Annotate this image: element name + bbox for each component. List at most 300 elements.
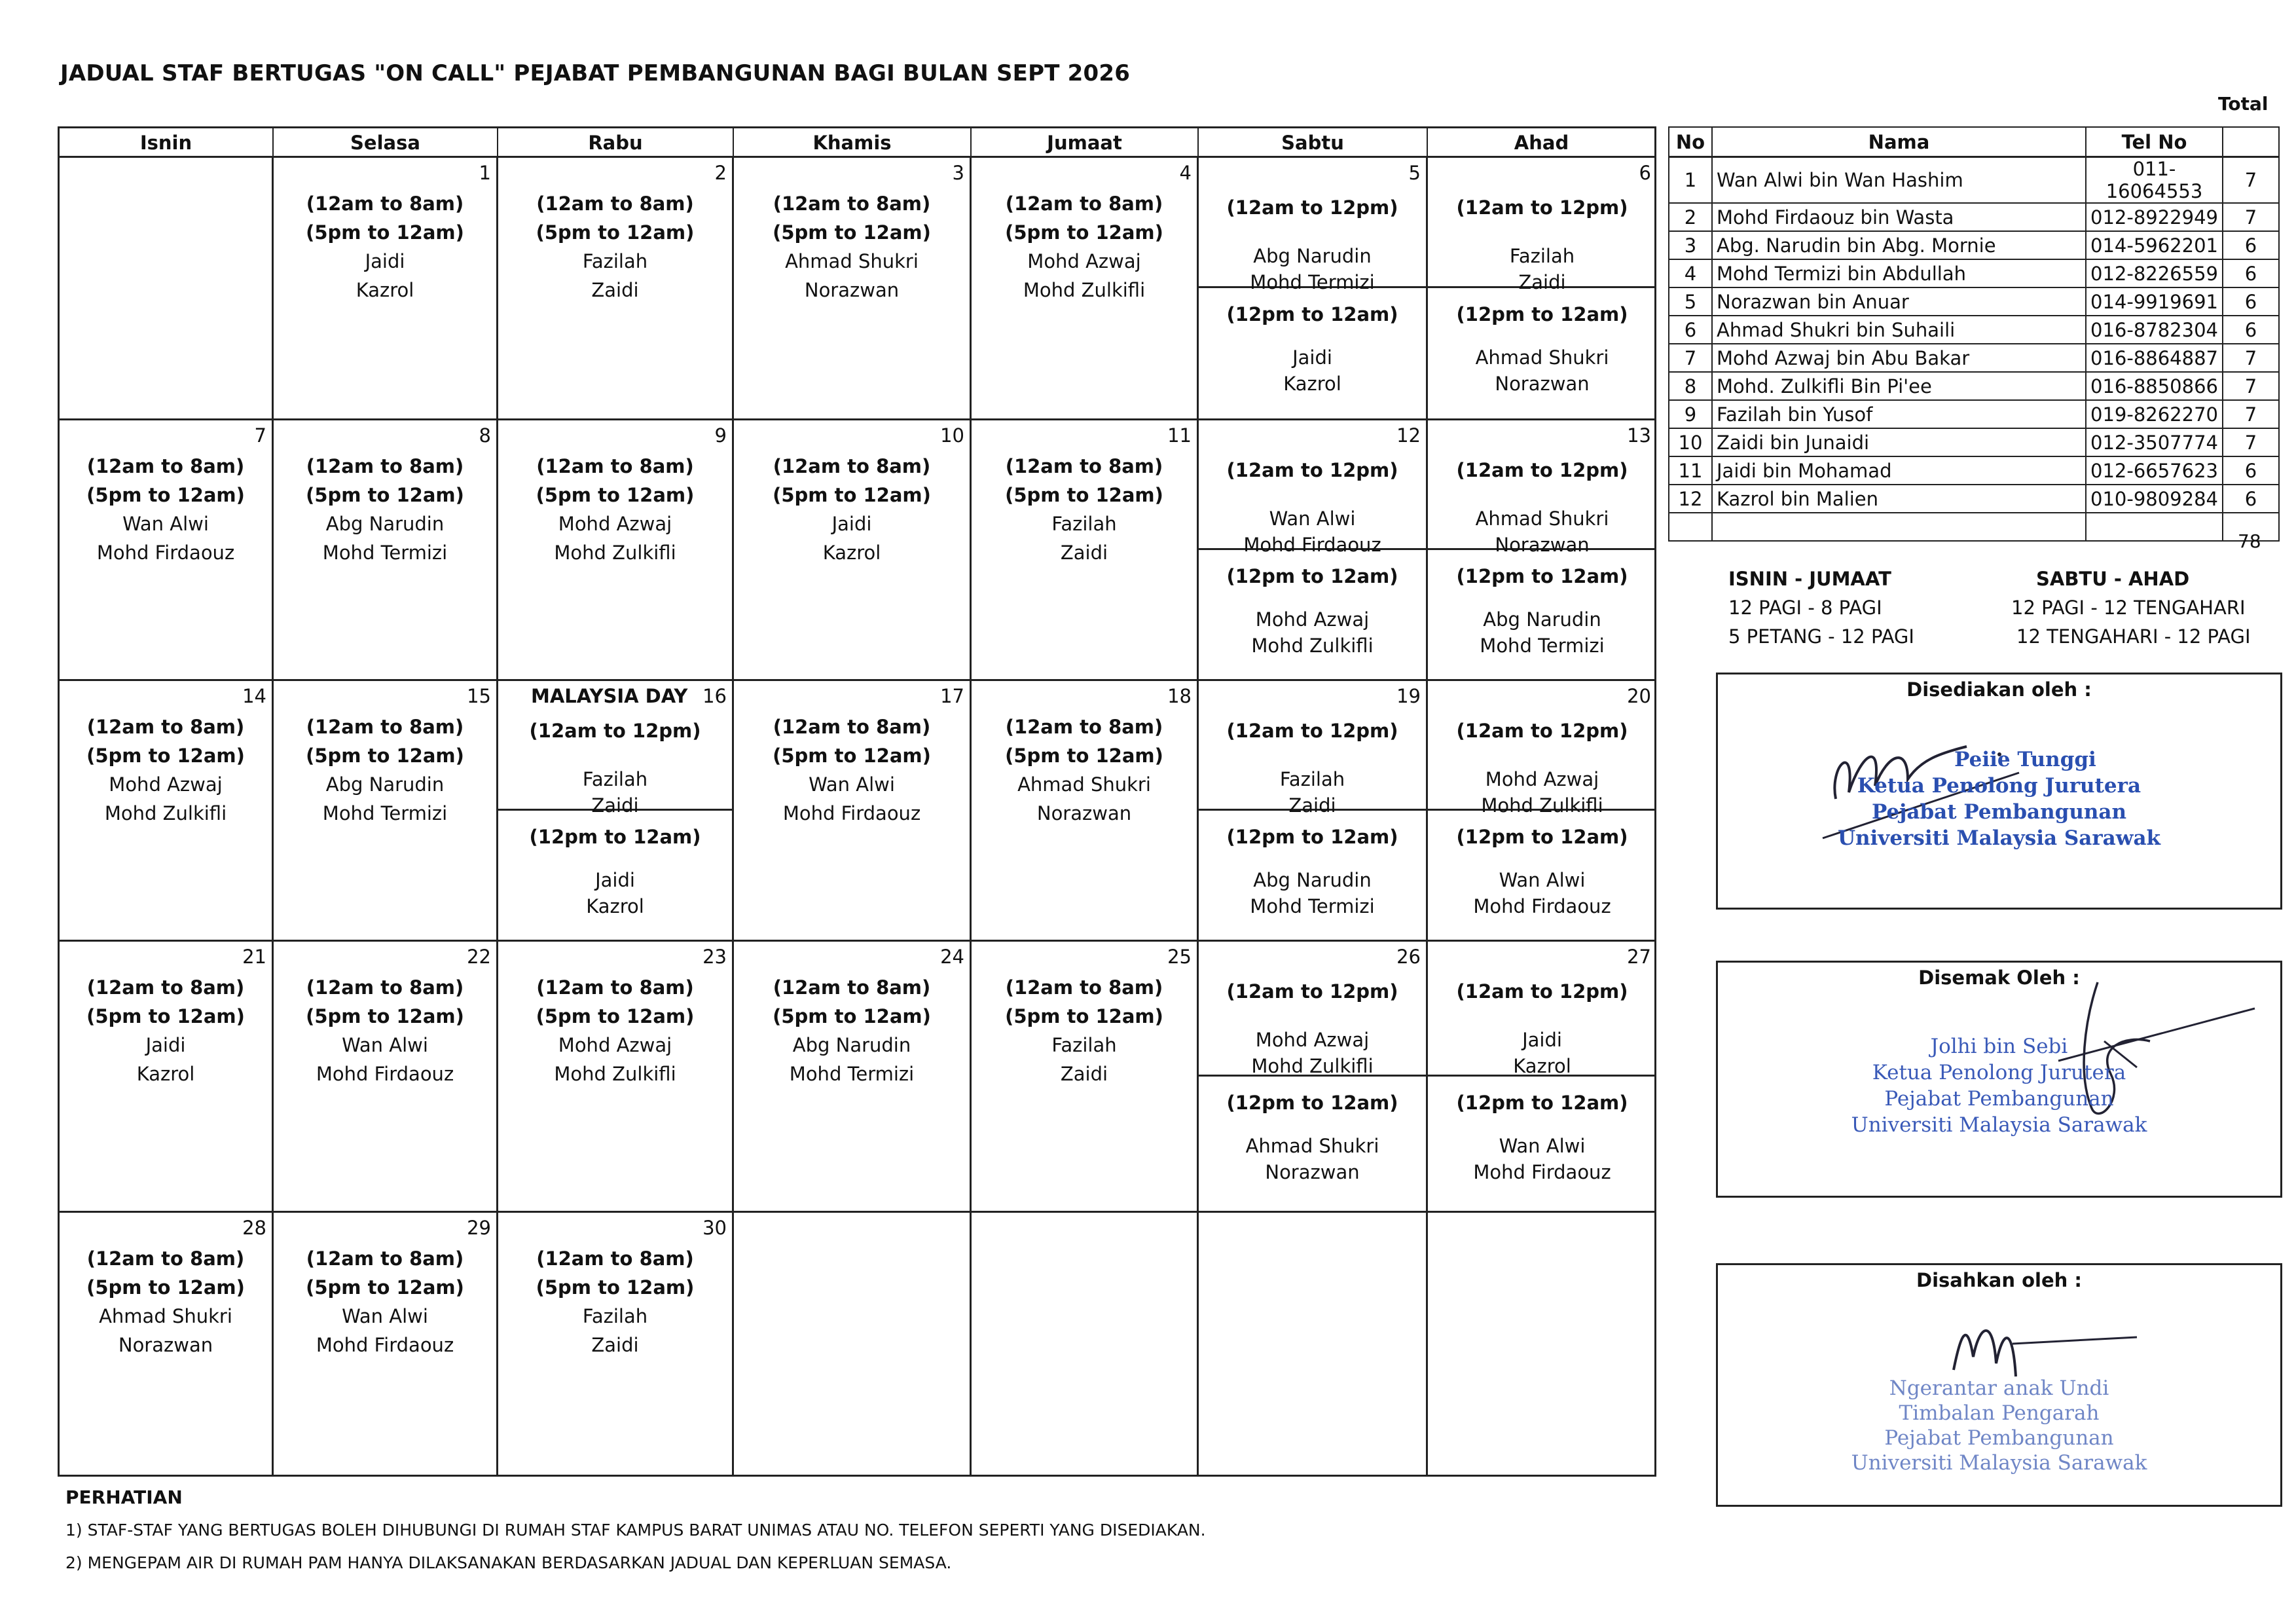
- shift-time: (12am to 8am): [536, 193, 694, 215]
- staff-full-name: Mohd Termizi bin Abdullah: [1712, 259, 2086, 287]
- shift-time: (12am to 8am): [306, 976, 464, 999]
- staff-name: Zaidi: [1060, 542, 1108, 564]
- staff-name: Jaidi: [595, 868, 635, 891]
- staff-contact-table: [1668, 126, 2280, 542]
- staff-name: Mohd Firdaouz: [1473, 1160, 1611, 1183]
- staff-no: 5: [1669, 287, 1712, 316]
- approved-by-university: Universiti Malaysia Sarawak: [1851, 1451, 2147, 1475]
- day-number: 28: [242, 1217, 266, 1239]
- checked-by-name: Jolhi bin Sebi: [1930, 1035, 2068, 1058]
- staff-names: [1199, 606, 1426, 659]
- day-number: 29: [467, 1217, 491, 1239]
- staff-full-name: Norazwan bin Anuar: [1712, 287, 2086, 316]
- staff-name: Mohd Azwaj: [109, 773, 223, 796]
- shift-time: (5pm to 12am): [536, 1276, 695, 1299]
- day-number: 26: [1396, 946, 1421, 968]
- staff-name: Fazilah: [1051, 1034, 1117, 1056]
- staff-name: Fazilah: [582, 768, 648, 790]
- staff-name: Jaidi: [365, 250, 405, 272]
- weekday-shift-block: [734, 452, 970, 567]
- legend-weekend-line2: 12 TENGAHARI - 12 PAGI: [2016, 625, 2251, 648]
- staff-name: Mohd Firdaouz: [96, 542, 235, 564]
- shift-time: (12am to 8am): [306, 1247, 464, 1270]
- shift-time: (12am to 8am): [536, 976, 694, 999]
- shift-time: (12pm to 12am): [1456, 825, 1628, 848]
- shift-time: (12am to 8am): [773, 976, 931, 999]
- staff-name: Zaidi: [591, 279, 639, 301]
- weekday-shift-block: [60, 712, 272, 828]
- staff-row-blank: [1669, 513, 2279, 541]
- staff-row: [1669, 344, 2279, 372]
- weekday-shift-block: [60, 973, 272, 1088]
- day-number: 27: [1627, 946, 1651, 968]
- staff-row: [1669, 231, 2279, 259]
- weekday-shift-block: [734, 189, 970, 304]
- shift-time: (5pm to 12am): [536, 221, 695, 244]
- checked-by-university: Universiti Malaysia Sarawak: [1851, 1113, 2147, 1137]
- day-number: 19: [1396, 685, 1421, 707]
- shift-time: (12am to 12pm): [1226, 720, 1398, 742]
- staff-no: 11: [1669, 456, 1712, 485]
- empty-day-cell: [60, 158, 274, 420]
- notes-section: [65, 1481, 1206, 1579]
- staff-no: 6: [1669, 316, 1712, 344]
- day-cell-8: [274, 420, 498, 681]
- day-cell-18: [972, 681, 1199, 942]
- staff-name: Mohd Azwaj: [1255, 608, 1370, 631]
- staff-name: Kazrol: [355, 279, 414, 301]
- staff-phone: 016-8782304: [2086, 316, 2223, 344]
- shift-time: (12am to 8am): [306, 193, 464, 215]
- shift-time: (12am to 8am): [1005, 716, 1163, 738]
- day-number: 10: [940, 424, 964, 447]
- staff-total: 6: [2223, 316, 2279, 344]
- weekday-shift-block: [274, 973, 496, 1088]
- staff-name: Abg Narudin: [1253, 868, 1372, 891]
- staff-row: [1669, 259, 2279, 287]
- staff-name: Wan Alwi: [122, 513, 209, 535]
- staff-full-name: Mohd Azwaj bin Abu Bakar: [1712, 344, 2086, 372]
- staff-phone: 014-5962201: [2086, 231, 2223, 259]
- staff-no: 2: [1669, 203, 1712, 231]
- staff-no: 4: [1669, 259, 1712, 287]
- shift-time: (12am to 12pm): [1456, 720, 1628, 742]
- shift-time: (12pm to 12am): [1226, 303, 1398, 325]
- shift-time: (12am to 12pm): [529, 720, 701, 742]
- staff-names: [1199, 1027, 1426, 1079]
- staff-no: 10: [1669, 428, 1712, 456]
- shift-time: (12am to 8am): [1005, 455, 1163, 477]
- day-cell-19: [1199, 681, 1428, 942]
- shift-time: (12am to 8am): [773, 193, 931, 215]
- staff-name: Mohd Firdaouz: [316, 1063, 454, 1085]
- staff-name: Abg Narudin: [792, 1034, 911, 1056]
- day-cell-22: [274, 942, 498, 1213]
- staff-name: Ahmad Shukri: [785, 250, 919, 272]
- total-column-label: Total: [2218, 93, 2269, 115]
- staff-name: Jaidi: [1522, 1029, 1562, 1051]
- staff-name: Jaidi: [831, 513, 872, 535]
- shift-time: (12pm to 12am): [529, 825, 701, 848]
- day-cell-24: [734, 942, 972, 1213]
- day-number: 14: [242, 685, 266, 707]
- note-1: 1) STAF-STAF YANG BERTUGAS BOLEH DIHUBUNGI DI RUMAH STAF KAMPUS BARAT UNIMAS ATAU NO. TELEFON SEPERTI YANG DISEDIAKAN.: [65, 1521, 1206, 1540]
- day-number: 2: [714, 162, 727, 184]
- second-half-shift: [1428, 288, 1656, 418]
- empty-day-cell: [734, 1213, 972, 1477]
- shift-time: (5pm to 12am): [86, 745, 245, 767]
- day-number: 11: [1167, 424, 1192, 447]
- weekday-shift-block: [972, 712, 1197, 828]
- staff-name: Wan Alwi: [1269, 507, 1356, 530]
- header-no: No: [1669, 127, 1712, 157]
- weekday-shift-block: [734, 973, 970, 1088]
- staff-full-name: Kazrol bin Malien: [1712, 485, 2086, 513]
- staff-names: [1428, 606, 1656, 659]
- staff-row: [1669, 485, 2279, 513]
- blank-cell: [1669, 513, 1712, 541]
- second-half-shift: [498, 811, 732, 940]
- weekday-shift-block: [274, 712, 496, 828]
- staff-name: Ahmad Shukri: [1475, 346, 1609, 369]
- blank-cell: [1712, 513, 2086, 541]
- staff-name: Kazrol: [822, 542, 881, 564]
- first-half-shift: [498, 681, 732, 817]
- staff-names: [498, 867, 732, 919]
- staff-name: Fazilah: [1279, 768, 1345, 790]
- staff-row: [1669, 157, 2279, 204]
- staff-total: 7: [2223, 428, 2279, 456]
- day-cell-26: [1199, 942, 1428, 1213]
- staff-name: Jaidi: [145, 1034, 186, 1056]
- staff-phone: 010-9809284: [2086, 485, 2223, 513]
- prepared-by-label: Disediakan oleh :: [1906, 678, 2092, 701]
- shift-time: (12am to 8am): [86, 976, 245, 999]
- staff-row: [1669, 316, 2279, 344]
- staff-names: [1199, 243, 1426, 295]
- shift-time: (12am to 8am): [1005, 976, 1163, 999]
- staff-name: Norazwan: [118, 1334, 213, 1356]
- day-number: 18: [1167, 685, 1192, 707]
- day-number: 12: [1396, 424, 1421, 447]
- shift-time: (12am to 8am): [536, 455, 694, 477]
- empty-day-cell: [972, 1213, 1199, 1477]
- header-tel: Tel No: [2086, 127, 2223, 157]
- page-title: JADUAL STAF BERTUGAS "ON CALL" PEJABAT PEMBANGUNAN BAGI BULAN SEPT 2026: [60, 60, 1131, 86]
- blank-cell: [2086, 513, 2223, 541]
- shift-time: (12am to 12pm): [1456, 196, 1628, 219]
- staff-phone: 011-16064553: [2086, 157, 2223, 204]
- shift-time: (12am to 8am): [773, 716, 931, 738]
- day-number: 30: [702, 1217, 727, 1239]
- staff-total: 7: [2223, 372, 2279, 400]
- staff-name: Ahmad Shukri: [1017, 773, 1151, 796]
- day-cell-27: [1428, 942, 1656, 1213]
- staff-name: Mohd Azwaj: [558, 1034, 672, 1056]
- notes-heading: PERHATIAN: [65, 1486, 183, 1508]
- legend-weekday: [1728, 564, 1914, 651]
- shift-time: (12am to 8am): [536, 1247, 694, 1270]
- shift-time: (5pm to 12am): [1005, 745, 1163, 767]
- approved-by-position: Timbalan Pengarah: [1899, 1401, 2100, 1425]
- staff-full-name: Zaidi bin Junaidi: [1712, 428, 2086, 456]
- day-cell-9: [498, 420, 734, 681]
- staff-row: [1669, 456, 2279, 485]
- staff-no: 8: [1669, 372, 1712, 400]
- prepared-by-office: Pejabat Pembangunan: [1871, 800, 2127, 824]
- staff-row: [1669, 287, 2279, 316]
- empty-day-cell: [1199, 1213, 1428, 1477]
- day-number: 16: [702, 685, 727, 707]
- shift-time: (12am to 8am): [1005, 193, 1163, 215]
- staff-name: Mohd Zulkifli: [1023, 279, 1146, 301]
- staff-names: [1428, 344, 1656, 397]
- prepared-by-box: [1716, 673, 2282, 910]
- staff-no: 7: [1669, 344, 1712, 372]
- staff-name: Wan Alwi: [342, 1305, 428, 1327]
- shift-time: (5pm to 12am): [306, 221, 464, 244]
- day-cell-28: [60, 1213, 274, 1477]
- approved-by-office: Pejabat Pembangunan: [1884, 1426, 2114, 1450]
- duty-calendar: [58, 126, 1656, 1477]
- day-header-khamis: Khamis: [734, 128, 972, 158]
- legend-weekday-heading: ISNIN - JUMAAT: [1728, 568, 1891, 590]
- prepared-by-position: Ketua Penolong Jurutera: [1857, 774, 2141, 798]
- day-cell-2: [498, 158, 734, 420]
- empty-day-cell: [1428, 1213, 1656, 1477]
- header-total: [2223, 127, 2279, 157]
- staff-name: Kazrol: [1283, 373, 1341, 395]
- staff-phone: 012-6657623: [2086, 456, 2223, 485]
- shift-time: (5pm to 12am): [773, 1005, 931, 1027]
- shift-time: (5pm to 12am): [306, 1005, 464, 1027]
- day-cell-11: [972, 420, 1199, 681]
- weekday-shift-block: [274, 189, 496, 304]
- staff-full-name: Mohd. Zulkifli Bin Pi'ee: [1712, 372, 2086, 400]
- day-cell-15: [274, 681, 498, 942]
- staff-name: Fazilah: [1051, 513, 1117, 535]
- staff-name: Kazrol: [1513, 1055, 1571, 1077]
- shift-time: (5pm to 12am): [773, 745, 931, 767]
- staff-name: Mohd Termizi: [1250, 271, 1375, 293]
- shift-time: (5pm to 12am): [1005, 221, 1163, 244]
- day-number: 4: [1179, 162, 1192, 184]
- weekday-shift-block: [274, 1244, 496, 1359]
- second-half-shift: [1199, 550, 1426, 680]
- second-half-shift: [1428, 811, 1656, 940]
- prepared-by-university: Universiti Malaysia Sarawak: [1837, 826, 2161, 850]
- checked-by-box: [1716, 961, 2282, 1198]
- staff-name: Abg Narudin: [325, 773, 445, 796]
- shift-time: (12pm to 12am): [1456, 303, 1628, 325]
- approved-by-box: [1716, 1263, 2282, 1507]
- staff-names: [1428, 243, 1656, 295]
- day-cell-14: [60, 681, 274, 942]
- staff-name: Ahmad Shukri: [1475, 507, 1609, 530]
- staff-total: 7: [2223, 400, 2279, 428]
- day-number: 23: [702, 946, 727, 968]
- shift-time: (12am to 8am): [306, 455, 464, 477]
- staff-name: Mohd Azwaj: [558, 513, 672, 535]
- staff-total: 6: [2223, 456, 2279, 485]
- first-half-shift: [1199, 158, 1426, 293]
- staff-name: Abg Narudin: [1253, 245, 1372, 267]
- weekday-shift-block: [972, 973, 1197, 1088]
- staff-name: Abg Narudin: [1483, 608, 1601, 631]
- day-cell-3: [734, 158, 972, 420]
- staff-total: 7: [2223, 344, 2279, 372]
- day-cell-1: [274, 158, 498, 420]
- shift-time: (5pm to 12am): [306, 484, 464, 506]
- staff-total: 6: [2223, 485, 2279, 513]
- day-cell-10: [734, 420, 972, 681]
- staff-row: [1669, 203, 2279, 231]
- staff-names: [1428, 867, 1656, 919]
- day-number: 21: [242, 946, 266, 968]
- staff-name: Mohd Zulkifli: [1251, 634, 1374, 657]
- shift-time: (5pm to 12am): [536, 484, 695, 506]
- shift-time: (12pm to 12am): [1226, 825, 1398, 848]
- day-header-selasa: Selasa: [274, 128, 498, 158]
- weekday-shift-block: [498, 1244, 732, 1359]
- staff-phone: 016-8850866: [2086, 372, 2223, 400]
- shift-time: (12am to 12pm): [1456, 459, 1628, 481]
- staff-phone: 016-8864887: [2086, 344, 2223, 372]
- day-header-rabu: Rabu: [498, 128, 734, 158]
- day-cell-23: [498, 942, 734, 1213]
- checked-by-label: Disemak Oleh :: [1918, 967, 2080, 989]
- shift-time: (12pm to 12am): [1226, 1091, 1398, 1114]
- shift-time: (12pm to 12am): [1456, 564, 1628, 587]
- shift-time: (5pm to 12am): [773, 221, 931, 244]
- weekday-shift-block: [972, 189, 1197, 304]
- approved-by-label: Disahkan oleh :: [1916, 1269, 2082, 1291]
- day-number: 15: [467, 685, 491, 707]
- staff-name: Mohd Termizi: [789, 1063, 915, 1085]
- legend-weekend-heading: SABTU - AHAD: [2036, 568, 2190, 590]
- day-number: 24: [940, 946, 964, 968]
- shift-time: (5pm to 12am): [306, 745, 464, 767]
- first-half-shift: [1428, 681, 1656, 817]
- staff-total: 6: [2223, 259, 2279, 287]
- staff-name: Fazilah: [582, 1305, 648, 1327]
- weekday-shift-block: [498, 189, 732, 304]
- staff-row: [1669, 428, 2279, 456]
- day-number: 20: [1627, 685, 1651, 707]
- holiday-label: MALAYSIA DAY: [531, 685, 688, 707]
- staff-names: [1428, 1133, 1656, 1185]
- shift-time: (5pm to 12am): [86, 1005, 245, 1027]
- shift-time: (12am to 8am): [86, 455, 245, 477]
- day-cell-16: [498, 681, 734, 942]
- staff-name: Mohd Zulkifli: [104, 802, 227, 824]
- staff-name: Mohd Termizi: [322, 802, 448, 824]
- staff-name: Mohd Zulkifli: [1481, 794, 1603, 817]
- shift-time: (5pm to 12am): [1005, 1005, 1163, 1027]
- weekday-shift-block: [60, 1244, 272, 1359]
- day-cell-6: [1428, 158, 1656, 420]
- staff-full-name: Abg. Narudin bin Abg. Mornie: [1712, 231, 2086, 259]
- staff-full-name: Fazilah bin Yusof: [1712, 400, 2086, 428]
- staff-no: 3: [1669, 231, 1712, 259]
- weekday-shift-block: [274, 452, 496, 567]
- shift-time: (5pm to 12am): [536, 1005, 695, 1027]
- staff-name: Zaidi: [1288, 794, 1336, 817]
- shift-time: (12pm to 12am): [1226, 564, 1398, 587]
- weekday-shift-block: [498, 973, 732, 1088]
- day-cell-12: [1199, 420, 1428, 681]
- staff-name: Fazilah: [582, 250, 648, 272]
- shift-time: (12am to 8am): [86, 1247, 245, 1270]
- staff-name: Kazrol: [136, 1063, 195, 1085]
- staff-no: 9: [1669, 400, 1712, 428]
- staff-name: Mohd Firdaouz: [316, 1334, 454, 1356]
- staff-phone: 012-8226559: [2086, 259, 2223, 287]
- day-number: 3: [952, 162, 964, 184]
- staff-name: Abg Narudin: [325, 513, 445, 535]
- staff-names: [1199, 867, 1426, 919]
- checked-by-office: Pejabat Pembangunan: [1884, 1087, 2114, 1111]
- shift-time: (12am to 8am): [773, 455, 931, 477]
- first-half-shift: [1428, 942, 1656, 1077]
- staff-name: Mohd Zulkifli: [1251, 1055, 1374, 1077]
- legend-weekend: [2011, 564, 2251, 651]
- second-half-shift: [1428, 550, 1656, 680]
- day-cell-5: [1199, 158, 1428, 420]
- first-half-shift: [1428, 158, 1656, 293]
- day-number: 8: [479, 424, 491, 447]
- shift-time: (5pm to 12am): [773, 484, 931, 506]
- second-half-shift: [1199, 288, 1426, 418]
- staff-name: Mohd Firdaouz: [782, 802, 921, 824]
- staff-full-name: Ahmad Shukri bin Suhaili: [1712, 316, 2086, 344]
- second-half-shift: [1199, 1077, 1426, 1211]
- staff-name: Mohd Azwaj: [1485, 768, 1599, 790]
- staff-name: Wan Alwi: [1499, 1134, 1586, 1157]
- day-cell-21: [60, 942, 274, 1213]
- staff-phone: 014-9919691: [2086, 287, 2223, 316]
- staff-table-header: [1669, 127, 2279, 157]
- staff-name: Mohd Azwaj: [1027, 250, 1141, 272]
- staff-name: Norazwan: [1495, 534, 1590, 556]
- day-cell-25: [972, 942, 1199, 1213]
- shift-time: (12am to 12pm): [1226, 196, 1398, 219]
- approved-by-name: Ngerantar anak Undi: [1889, 1376, 2109, 1400]
- staff-no: 1: [1669, 157, 1712, 204]
- staff-total: 7: [2223, 203, 2279, 231]
- staff-name: Mohd Firdaouz: [1473, 895, 1611, 917]
- weekday-shift-block: [498, 452, 732, 567]
- day-number: 5: [1408, 162, 1421, 184]
- shift-time: (12am to 12pm): [1226, 980, 1398, 1003]
- staff-name: Norazwan: [1265, 1160, 1360, 1183]
- staff-name: Ahmad Shukri: [99, 1305, 232, 1327]
- staff-full-name: Wan Alwi bin Wan Hashim: [1712, 157, 2086, 204]
- staff-name: Kazrol: [586, 895, 644, 917]
- shift-time: (5pm to 12am): [86, 484, 245, 506]
- weekday-shift-block: [972, 452, 1197, 567]
- staff-names: [1199, 1133, 1426, 1185]
- day-header-jumaat: Jumaat: [972, 128, 1199, 158]
- staff-name: Zaidi: [591, 794, 639, 817]
- staff-row: [1669, 400, 2279, 428]
- staff-no: 12: [1669, 485, 1712, 513]
- staff-name: Fazilah: [1509, 245, 1575, 267]
- staff-name: Mohd Azwaj: [1255, 1029, 1370, 1051]
- header-name: Nama: [1712, 127, 2086, 157]
- day-header-isnin: Isnin: [60, 128, 274, 158]
- staff-name: Norazwan: [804, 279, 900, 301]
